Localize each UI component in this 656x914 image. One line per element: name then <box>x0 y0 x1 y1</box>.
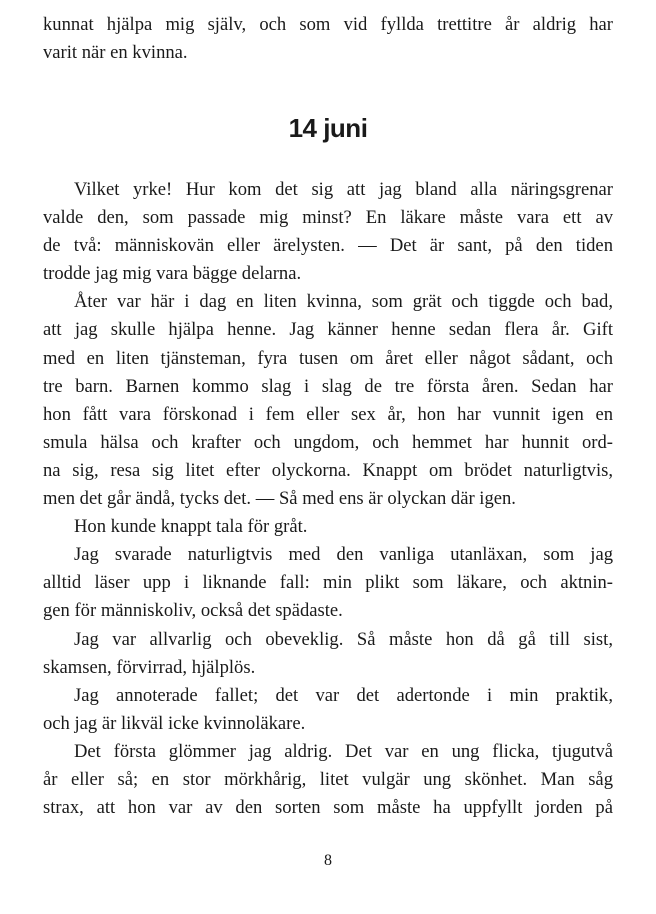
text-line: trodde jag mig vara bägge delarna. <box>43 263 302 285</box>
paragraph <box>43 541 613 625</box>
text-line: valde den, som passade mig minst? En läkare måste vara ett av <box>43 207 613 229</box>
text-line: Jag annoterade fallet; det var det adertonde i min praktik, <box>74 684 613 706</box>
text-line: men det går ändå, tycks det. — Så med ens är olyckan där igen. <box>43 488 516 510</box>
text-line: Jag var allvarlig och obeveklig. Så måste hon då gå till sist, <box>74 628 613 650</box>
text-line: Det första glömmer jag aldrig. Det var en ung flicka, tjugutvå <box>74 740 613 762</box>
paragraph <box>43 682 613 738</box>
chapter-heading: 14 juni <box>288 113 368 143</box>
text-line: strax, att hon var av den sorten som måste ha uppfyllt jorden på <box>43 797 613 819</box>
text-line: Åter var här i dag en liten kvinna, som grät och tiggde och bad, <box>74 291 613 313</box>
text-line: kunnat hjälpa mig själv, och som vid fyllda trettitre år aldrig har <box>43 14 613 35</box>
text-line: smula hälsa och krafter och ungdom, och hemmet har hunnit ord- <box>43 431 613 453</box>
text-line: Vilket yrke! Hur kom det sig att jag bland alla näringsgrenar <box>74 179 613 200</box>
paragraph <box>43 513 613 541</box>
text-line: att jag skulle hjälpa henne. Jag känner henne sedan flera år. Gift <box>43 319 613 341</box>
text-line: varit när en kvinna. <box>43 42 188 64</box>
paragraph <box>43 176 613 288</box>
text-line: Jag svarade naturligtvis med den vanliga utanläxan, som jag <box>74 544 613 566</box>
paragraph <box>43 626 613 682</box>
paragraph <box>43 288 613 513</box>
intro-text <box>43 11 613 67</box>
paragraph <box>43 738 613 822</box>
text-line: år eller så; en stor mörkhårig, litet vulgär ung skönhet. Man såg <box>43 768 613 790</box>
text-line: Hon kunde knappt tala för gråt. <box>74 516 308 538</box>
page-number: 8 <box>324 852 332 869</box>
text-line: na sig, resa sig litet efter olyckorna. Knappt om brödet naturligtvis, <box>43 459 613 481</box>
text-line: tre barn. Barnen kommo slag i slag de tre första åren. Sedan har <box>43 375 613 397</box>
text-line: hon fått vara förskonad i fem eller sex år, hon har vunnit igen en <box>43 403 613 425</box>
text-line: gen för människoliv, också det spädaste. <box>43 600 343 622</box>
text-line: skamsen, förvirrad, hjälplös. <box>43 656 256 678</box>
text-line: de två: människovän eller ärelysten. — Det är sant, på den tiden <box>43 235 613 257</box>
body-text <box>43 176 613 822</box>
text-line: och jag är likväl icke kvinnoläkare. <box>43 712 306 734</box>
text-line: alltid läser upp i liknande fall: min plikt som läkare, och aktnin- <box>43 572 613 594</box>
text-line: med en liten tjänsteman, fyra tusen om året eller något sådant, och <box>43 347 613 369</box>
